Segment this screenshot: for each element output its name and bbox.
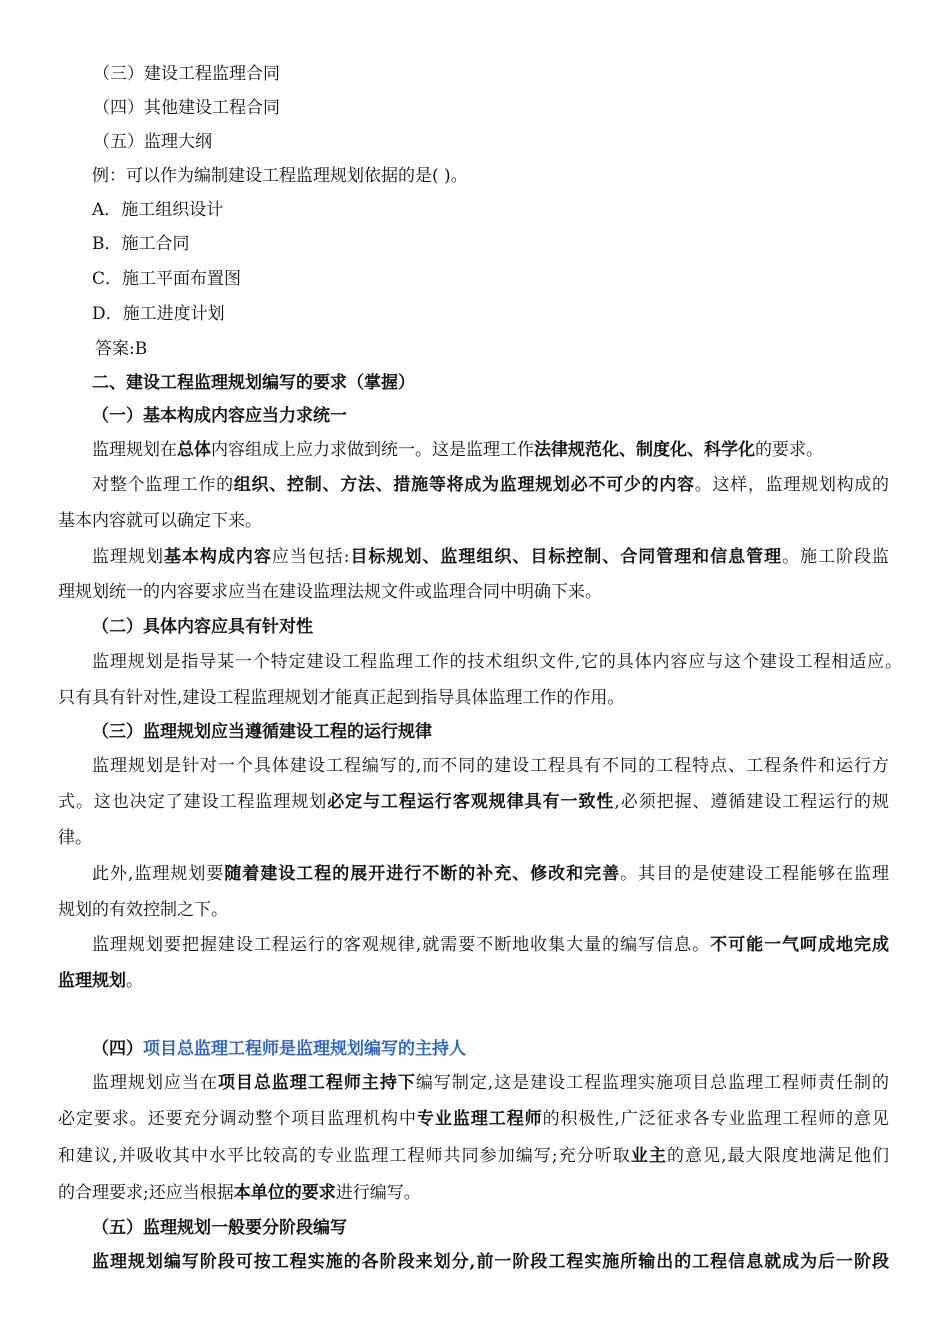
text: 编写制定,这是建设工程监理实施项目总监理工程师责任制的 [415, 1073, 890, 1093]
paragraph-line [92, 1071, 889, 1095]
emphasis: 专业监理工程师 [416, 1109, 543, 1129]
subsection-heading: （一）基本构成内容应当力求统一 [92, 406, 347, 426]
text: 监理规划 [92, 547, 164, 567]
emphasis: 总体 [177, 440, 211, 460]
paragraph-line [92, 862, 889, 886]
emphasis: 法律规范化、制度化、科学化 [534, 440, 755, 460]
emphasis: 业主 [630, 1146, 667, 1166]
subsection-heading: （二）具体内容应具有针对性 [92, 617, 313, 637]
paragraph-line: 监理规划是指导某一个特定建设工程监理工作的技术组织文件,它的具体内容应与这个建设工程相适应。 [92, 652, 902, 672]
text: 式。这也决定了建设工程监理规划 [58, 792, 328, 812]
emphasis: 目标规划、监理组织、目标控制、合同管理和信息管理 [349, 547, 783, 567]
text: 对整个监理工作的 [92, 475, 234, 495]
emphasis: 监理规划 [58, 971, 126, 991]
paragraph-line: 监理规划是针对一个具体建设工程编写的,而不同的建设工程具有不同的工程特点、工程条件和运行方 [92, 756, 889, 776]
text: 。其目的是使建设工程能够在监理 [620, 864, 890, 884]
text: 。施工阶段监 [782, 547, 890, 567]
paragraph-line: 只有具有针对性,建设工程监理规划才能真正起到指导具体监理工作的作用。 [58, 688, 625, 708]
emphasis: 本单位的要求 [233, 1183, 336, 1203]
option-b: B．施工合同 [92, 234, 190, 254]
subsection-heading: （三）监理规划应当遵循建设工程的运行规律 [92, 722, 432, 742]
paragraph-line: 理规划统一的内容要求应当在建设监理法规文件或监理合同中明确下来。 [58, 582, 602, 602]
paragraph-line: 规划的有效控制之下。 [58, 900, 228, 920]
emphasis: 必定与工程运行客观规律具有一致性 [327, 792, 615, 812]
text: 必定要求。还要充分调动整个项目监理机构中 [58, 1109, 417, 1129]
paragraph-line [92, 473, 889, 497]
text: 监理规划在 [92, 440, 177, 460]
text: 。 [126, 971, 143, 991]
text: （四） [92, 1039, 143, 1059]
section-heading: 二、建设工程监理规划编写的要求（掌握） [92, 373, 415, 393]
text: 和建议,并吸收其中水平比较高的专业监理工程师共同参加编写;充分听取 [58, 1146, 631, 1166]
subsection-heading: （五）监理规划一般要分阶段编写 [92, 1218, 347, 1238]
list-item: （五）监理大纲 [93, 132, 212, 152]
text: 应当包括: [271, 547, 350, 567]
emphasis: 随着建设工程的展开进行不断的补充、修改和完善 [224, 864, 621, 884]
text: 的合理要求;还应当根据 [58, 1183, 234, 1203]
text: 此外,监理规划要 [92, 864, 225, 884]
list-item: （三）建设工程监理合同 [93, 64, 280, 84]
text: 。这样，监理规划构成的 [694, 475, 890, 495]
paragraph-line [92, 438, 823, 462]
text: 监理规划应当在 [92, 1073, 218, 1093]
example-question: 例：可以作为编制建设工程监理规划依据的是( )。 [92, 166, 468, 186]
text: 监理规划要把握建设工程运行的客观规律,就需要不断地收集大量的编写信息。 [92, 935, 711, 955]
answer: 答案:B [95, 339, 148, 359]
paragraph-line [92, 933, 889, 957]
paragraph-line [92, 545, 889, 569]
emphasis: 组织、控制、方法、措施等将成为监理规划必不可少的内容 [233, 475, 695, 495]
highlight: 项目总监理工程师是监理规划编写的主持人 [143, 1039, 466, 1059]
option-a: A．施工组织设计 [92, 200, 224, 220]
text: 的意见,最大限度地满足他们 [666, 1146, 889, 1166]
text: ,必须把握、遵循建设工程运行的规 [614, 792, 890, 812]
emphasis: 基本构成内容 [163, 547, 272, 567]
paragraph-line: 监理规划编写阶段可按工程实施的各阶段来划分,前一阶段工程实施所输出的工程信息就成为后一阶段 [92, 1252, 889, 1272]
option-d: D．施工进度计划 [92, 304, 225, 324]
list-item: （四）其他建设工程合同 [93, 98, 280, 118]
paragraph-line [58, 1107, 889, 1131]
paragraph-line: 律。 [58, 828, 92, 848]
option-c: C．施工平面布置图 [92, 269, 242, 289]
text: 进行编写。 [335, 1183, 421, 1203]
text: 内容组成上应力求做到统一。这是监理工作 [211, 440, 534, 460]
paragraph-line [58, 969, 143, 993]
paragraph-line [58, 790, 889, 814]
emphasis: 项目总监理工程师主持下 [217, 1073, 416, 1093]
text: 的积极性,广泛征求各专业监理工程师的意见 [542, 1109, 890, 1129]
paragraph-line [58, 1181, 421, 1205]
paragraph-line: 基本内容就可以确定下来。 [58, 511, 262, 531]
emphasis: 不可能一气呵成地完成 [710, 935, 890, 955]
paragraph-line [58, 1144, 889, 1168]
subsection-heading [92, 1037, 466, 1061]
text: 的要求。 [755, 440, 823, 460]
